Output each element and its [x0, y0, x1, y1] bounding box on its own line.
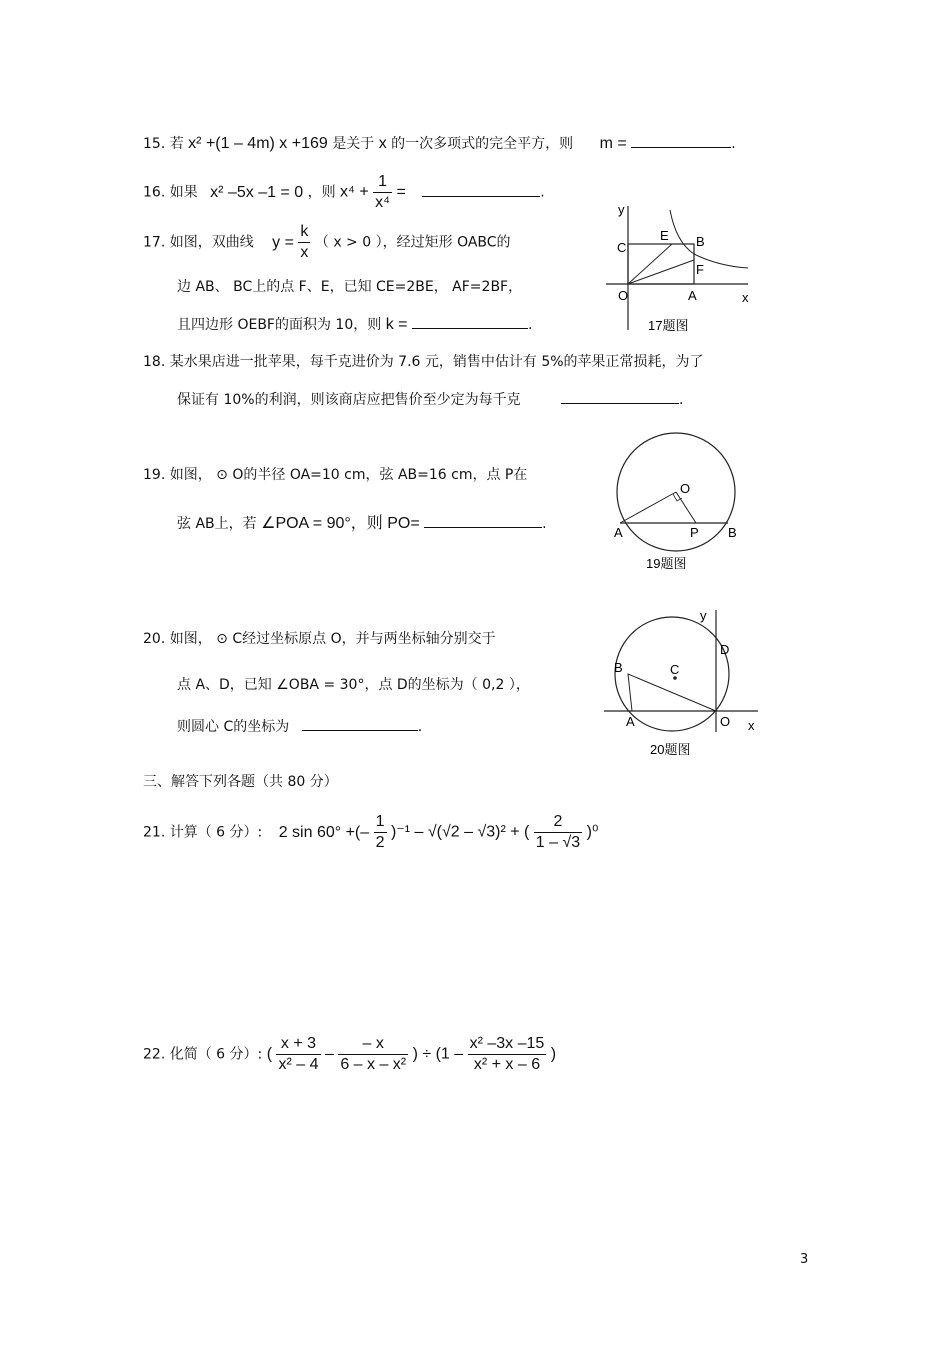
page-number: 3 [800, 1252, 809, 1267]
q15-end: . [731, 136, 736, 152]
q16-number: 16. [143, 184, 166, 201]
q19-answer-blank[interactable] [424, 513, 542, 528]
q17-line2: 边 AB、 BC上的点 F、E，已知 CE=2BE， AF=2BF， [177, 279, 523, 295]
q22-close: ) [550, 1045, 557, 1063]
q20-label-b: B [614, 660, 623, 675]
q20-line1 [143, 628, 496, 648]
q21-fraction2 [534, 812, 582, 853]
q22-frac3-num: x² –3x –15 [468, 1034, 547, 1055]
q20-label-c: C [670, 662, 680, 677]
q17-text1b: （ x > 0 ），经过矩形 [314, 234, 453, 251]
q17-answer-blank[interactable] [412, 314, 528, 329]
q17-segment-oe [628, 244, 672, 284]
q17-line3 [177, 314, 532, 334]
q16-frac-num: 1 [373, 172, 392, 193]
q19-caption: 19题图 [646, 556, 687, 571]
q20-figure [598, 604, 763, 760]
q17-number: 17. [143, 234, 166, 251]
q15-expression: x² +(1 – 4m) x +169 [188, 135, 328, 152]
q16-mid: ，则 [307, 184, 336, 201]
q17-hyperbola [670, 210, 748, 268]
q18-end: . [679, 392, 684, 408]
q20-label-d: D [720, 642, 730, 657]
q16-eq: = [396, 183, 406, 201]
q17-label-e: E [660, 228, 669, 243]
q17-label-c: C [617, 240, 627, 255]
q22-label: 化简（ 6 分）: [169, 1046, 263, 1063]
q21-term3: )⁰ [586, 823, 599, 841]
q21-term1: 2 sin 60° +(– [278, 823, 370, 841]
q17-label-a: A [688, 288, 697, 303]
q16-expression: x² –5x –1 = 0 [210, 183, 304, 201]
q18-text1: 某水果店进一批苹果，每千克进价为 7.6 元，销售中估计有 5%的苹果正常损耗，为了 [169, 354, 704, 370]
q21-term2: )⁻¹ – √(√2 – √3)² + ( [390, 823, 530, 841]
q20-end: . [417, 719, 423, 735]
q19-text1: 如图， ⊙ O的半径 OA=10 cm，弦 AB=16 cm，点 P在 [169, 467, 528, 483]
q22-fraction3 [468, 1034, 547, 1075]
q22-frac2-den: 6 – x – x² [340, 1056, 407, 1073]
q16-frac-den: x⁴ [375, 194, 391, 211]
q18-line2 [177, 389, 683, 409]
q18-answer-blank[interactable] [561, 389, 679, 404]
q17-fraction [298, 222, 310, 263]
q18-text2: 保证有 10%的利润，则该商店应把售价至少定为每千克 [177, 392, 521, 408]
q15-number: 15. [143, 136, 166, 152]
q17-text1a: 如图，双曲线 [169, 234, 254, 251]
q15-line [143, 133, 736, 153]
q16-pre: 如果 [169, 184, 198, 201]
q15-mid: 是关于 [332, 136, 375, 152]
q16-expression2: x⁴ + [340, 183, 369, 201]
q22-minus: – [324, 1045, 334, 1063]
q20-triangle [628, 674, 716, 711]
q17-y-eq: y = [272, 233, 294, 251]
q16-line [143, 172, 545, 213]
q21-fraction1 [374, 812, 387, 853]
q22-mid: ) ÷ (1 – [412, 1045, 464, 1063]
q21-frac2-den: 1 – √3 [535, 834, 581, 851]
q15-answer-lhs: m = [599, 135, 627, 152]
q15-post: 的一次多项式的完全平方，则 [391, 136, 574, 152]
q17-label-x: x [742, 290, 749, 305]
q17-text3a: 且四边形 OEBF的面积为 10，则 [177, 317, 382, 333]
q19-line2 [177, 510, 547, 533]
q19-figure [606, 428, 756, 578]
q22-frac3-den: x² + x – 6 [473, 1056, 541, 1073]
q19-label-o: O [680, 481, 691, 496]
section3-heading: 三、解答下列各题（共 80 分） [143, 774, 338, 790]
q22-frac1-num: x + 3 [276, 1034, 320, 1055]
q21-label: 计算（ 6 分）: [169, 824, 263, 841]
q19-label-p: P [690, 525, 699, 540]
q18-number: 18. [143, 354, 166, 370]
q19-segment-oa [620, 492, 676, 523]
q20-line3 [177, 716, 422, 736]
q15-answer-blank[interactable] [631, 133, 731, 148]
q22-line [143, 1034, 556, 1075]
q22-open: ( [266, 1045, 273, 1063]
q20-line2: 点 A、D，已知 ∠OBA = 30°，点 D的坐标为（ 0,2 ）， [177, 677, 530, 693]
q20-label-y: y [700, 608, 707, 623]
q17-frac-num: k [298, 222, 310, 243]
q19-segment-op [676, 492, 696, 523]
q17-caption: 17题图 [648, 318, 689, 333]
q17-k-eq: k = [385, 316, 408, 333]
q22-fraction1 [276, 1034, 320, 1075]
q21-number: 21. [143, 824, 166, 841]
q17-label-b: B [696, 234, 705, 249]
q16-answer-blank[interactable] [422, 182, 540, 197]
q21-frac1-num: 1 [374, 812, 387, 833]
q19-end: . [542, 516, 547, 532]
q19-line1 [143, 464, 527, 484]
q21-frac2-num: 2 [534, 812, 582, 833]
q15-pre: 若 [169, 136, 184, 152]
q16-end: . [540, 184, 545, 201]
q19-number: 19. [143, 467, 166, 483]
q20-caption: 20题图 [650, 742, 691, 757]
q17-label-f: F [696, 262, 704, 277]
q19-label-a: A [614, 525, 623, 540]
q16-fraction [373, 172, 392, 213]
q21-line [143, 812, 598, 853]
q20-text1: 如图， ⊙ C经过坐标原点 O，并与两坐标轴分别交于 [169, 631, 496, 647]
q19-text2a: 弦 AB上，若 [177, 516, 257, 532]
q19-label-b: B [728, 525, 737, 540]
q17-frac-den: x [300, 244, 309, 261]
q17-label-o: O [618, 288, 629, 303]
q20-answer-blank[interactable] [302, 716, 418, 731]
q17-text1c: OABC的 [457, 234, 511, 251]
q17-line1 [143, 222, 511, 263]
q17-end: . [527, 317, 533, 333]
q15-var: x [378, 135, 387, 152]
q18-line1 [143, 351, 704, 371]
q22-fraction2 [338, 1034, 408, 1075]
q20-text3: 则圆心 C的坐标为 [177, 719, 290, 735]
q17-figure [598, 202, 758, 340]
q20-label-x: x [748, 718, 755, 733]
q20-number: 20. [143, 631, 166, 647]
q17-segment-of [628, 260, 694, 284]
q22-frac1-den: x² – 4 [278, 1056, 319, 1073]
q19-text2b: ∠POA = 90°，则 PO= [261, 515, 420, 532]
q20-label-a: A [626, 714, 635, 729]
q20-label-o: O [720, 714, 731, 729]
q17-label-y: y [618, 202, 625, 217]
q21-frac1-den: 2 [375, 834, 385, 851]
q22-number: 22. [143, 1046, 166, 1063]
q22-frac2-num: – x [338, 1034, 408, 1055]
